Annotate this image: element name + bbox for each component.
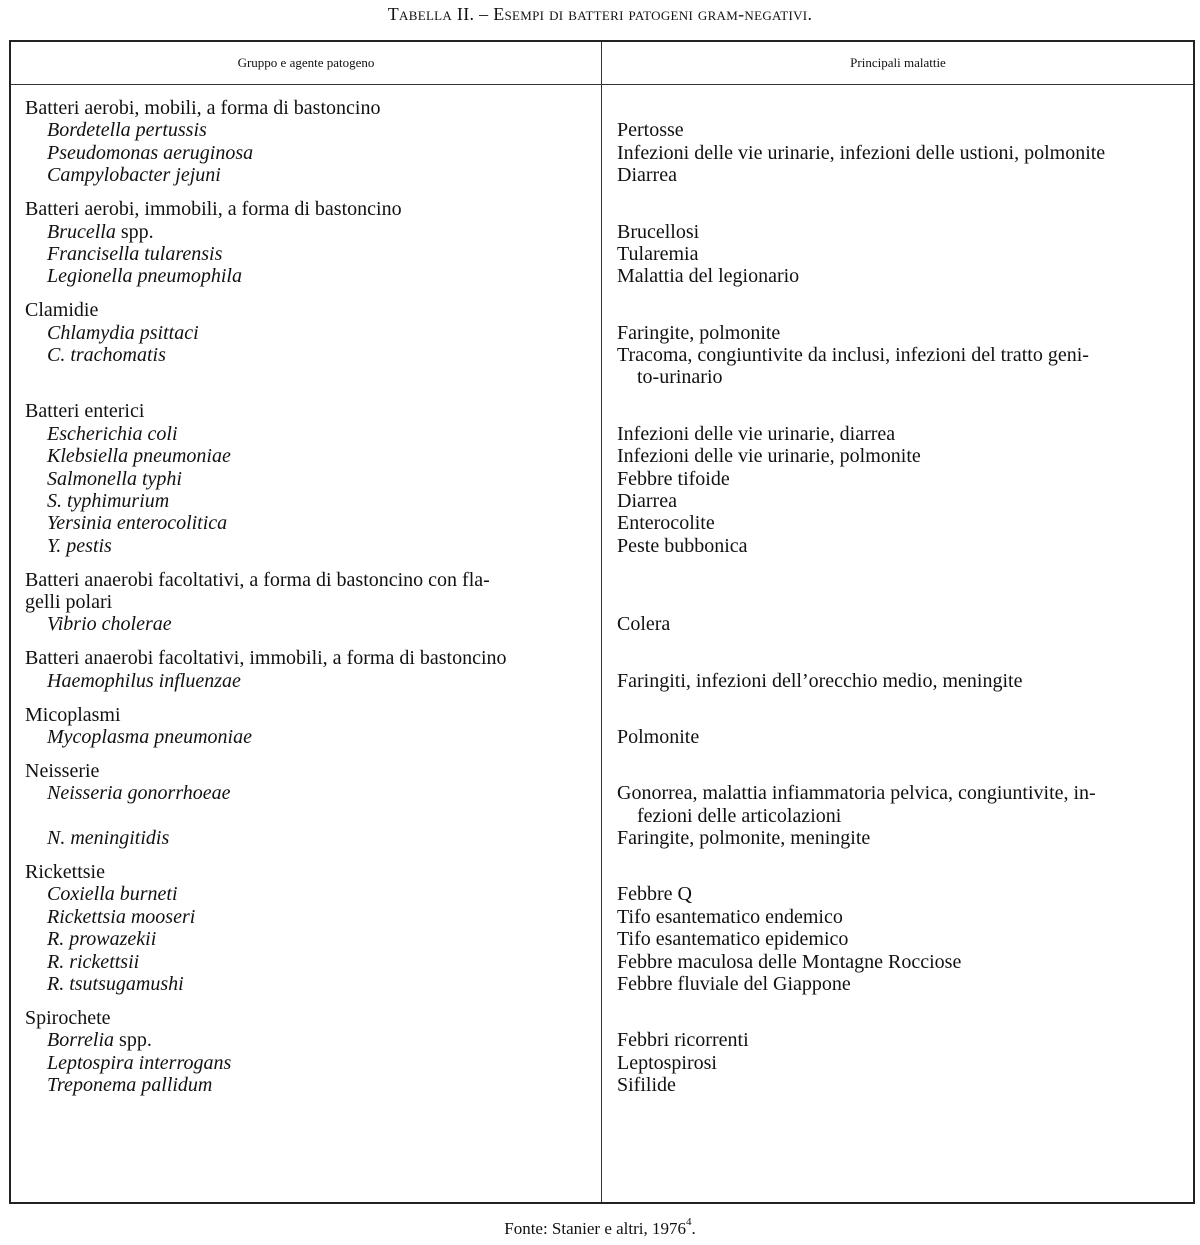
disease-cell <box>617 164 1187 186</box>
disease-text: Diarrea <box>617 489 677 512</box>
disease-text: Enterocolite <box>617 512 715 535</box>
disease-text: Tifo esantematico epidemico <box>617 928 849 951</box>
disease-cell <box>617 1074 1187 1096</box>
table-row <box>11 490 1193 512</box>
table-group <box>11 647 1193 692</box>
disease-text: Febbre Q <box>617 883 692 906</box>
caption-title: Esempi di batteri patogeni gram-negativi. <box>493 4 813 24</box>
disease-text: Peste bubbonica <box>617 534 748 557</box>
disease-text: Tracoma, congiuntivite da inclusi, infezioni del tratto geni- <box>617 344 1089 367</box>
disease-cell <box>617 322 1187 344</box>
pathogen-cell <box>47 221 592 243</box>
pathogen-name: Brucella <box>47 220 116 243</box>
table-row <box>11 782 1193 827</box>
pathogen-cell <box>47 322 592 344</box>
disease-text: Diarrea <box>617 164 677 187</box>
disease-cell <box>617 535 1187 557</box>
disease-cell <box>617 423 1187 445</box>
disease-text: Febbri ricorrenti <box>617 1029 749 1052</box>
header-main-diseases: Principali malattie <box>850 55 946 70</box>
pathogen-name: Francisella tularensis <box>47 242 223 265</box>
group-name: Micoplasmi <box>25 703 121 726</box>
group-name: Rickettsie <box>25 861 105 884</box>
caption-dash: – <box>474 4 494 24</box>
group-name: Batteri enterici <box>25 400 145 423</box>
pathogen-table <box>9 40 1195 1204</box>
disease-text: Tularemia <box>617 242 699 265</box>
disease-text: Colera <box>617 613 671 636</box>
disease-cell <box>617 973 1187 995</box>
disease-text: Febbre maculosa delle Montagne Rocciose <box>617 950 962 973</box>
pathogen-name: Neisseria gonorrhoeae <box>47 782 231 805</box>
pathogen-name: S. typhimurium <box>47 489 170 512</box>
disease-cell <box>617 670 1187 692</box>
pathogen-cell <box>47 782 592 804</box>
pathogen-cell <box>47 243 592 265</box>
pathogen-cell <box>47 164 592 186</box>
disease-cell <box>617 445 1187 467</box>
disease-text: Gonorrea, malattia infiammatoria pelvica, congiuntivite, in- <box>617 782 1096 805</box>
table-row <box>11 1074 1193 1096</box>
group-name: Neisserie <box>25 759 100 782</box>
table-row <box>11 928 1193 950</box>
table-row <box>11 883 1193 905</box>
pathogen-cell <box>47 344 592 366</box>
table-row <box>11 142 1193 164</box>
table-row <box>11 726 1193 748</box>
disease-text: to-urinario <box>637 366 723 389</box>
pathogen-name: N. meningitidis <box>47 827 170 850</box>
pathogen-cell <box>47 1052 592 1074</box>
pathogen-name: Coxiella burneti <box>47 883 178 906</box>
group-name: Clamidie <box>25 299 99 322</box>
disease-text: fezioni delle articolazioni <box>637 804 842 827</box>
disease-text: Faringiti, infezioni dell’orecchio medio, meningite <box>617 669 1023 692</box>
group-heading-row <box>11 299 1193 321</box>
disease-cell <box>617 726 1187 748</box>
pathogen-name: C. trachomatis <box>47 344 166 367</box>
disease-text: Brucellosi <box>617 220 700 243</box>
disease-text: Infezioni delle vie urinarie, diarrea <box>617 422 896 445</box>
pathogen-name: Treponema pallidum <box>47 1074 213 1097</box>
group-heading-row <box>11 591 1193 613</box>
header-pathogen-group: Gruppo e agente patogeno <box>237 55 375 70</box>
disease-text: Infezioni delle vie urinarie, infezioni delle ustioni, polmonite <box>617 141 1106 164</box>
table-row <box>11 322 1193 344</box>
pathogen-name: R. rickettsii <box>47 950 140 973</box>
header-rule <box>11 84 1193 85</box>
group-heading-row <box>11 400 1193 422</box>
group-name-continued: gelli polari <box>25 591 113 614</box>
table-group <box>11 198 1193 288</box>
pathogen-name: R. prowazekii <box>47 928 157 951</box>
group-heading-row <box>11 569 1193 591</box>
disease-text: Faringite, polmonite <box>617 321 781 344</box>
source-text: Fonte: Stanier e altri, 1976 <box>504 1219 687 1238</box>
pathogen-cell <box>47 883 592 905</box>
table-row <box>11 1052 1193 1074</box>
table-row <box>11 973 1193 995</box>
disease-cell <box>617 119 1187 141</box>
pathogen-cell <box>47 670 592 692</box>
disease-cell <box>617 490 1187 512</box>
disease-cell <box>617 142 1187 164</box>
disease-cell <box>617 344 1187 389</box>
pathogen-name: Y. pestis <box>47 534 112 557</box>
group-name: Batteri anaerobi facoltativi, a forma di bastoncino con fla- <box>25 568 490 591</box>
disease-text: Sifilide <box>617 1074 676 1097</box>
pathogen-cell <box>47 973 592 995</box>
group-heading-row <box>11 760 1193 782</box>
pathogen-name: Klebsiella pneumoniae <box>47 445 231 468</box>
pathogen-cell <box>47 906 592 928</box>
pathogen-cell <box>47 951 592 973</box>
group-name: Batteri aerobi, mobili, a forma di bastoncino <box>25 97 381 119</box>
table-row <box>11 344 1193 389</box>
disease-cell <box>617 468 1187 490</box>
table-row <box>11 265 1193 287</box>
pathogen-name: Chlamydia psittaci <box>47 321 199 344</box>
pathogen-cell <box>47 142 592 164</box>
disease-cell <box>617 613 1187 635</box>
disease-cell <box>617 1029 1187 1051</box>
pathogen-name: Borrelia <box>47 1029 115 1052</box>
pathogen-name: Campylobacter jejuni <box>47 164 221 187</box>
table-row <box>11 468 1193 490</box>
pathogen-name: Mycoplasma pneumoniae <box>47 726 252 749</box>
pathogen-cell <box>47 490 592 512</box>
pathogen-name: Salmonella typhi <box>47 467 182 490</box>
table-row <box>11 613 1193 635</box>
source-end: . <box>691 1219 696 1238</box>
disease-cell <box>617 1052 1187 1074</box>
group-name: Batteri anaerobi facoltativi, immobili, a forma di bastoncino <box>25 647 507 670</box>
disease-cell <box>617 782 1187 827</box>
caption-label: Tabella II. <box>387 4 475 24</box>
table-row <box>11 243 1193 265</box>
disease-cell <box>617 883 1187 905</box>
table-row <box>11 827 1193 849</box>
pathogen-cell <box>47 512 592 534</box>
disease-text: Faringite, polmonite, meningite <box>617 827 871 850</box>
disease-text: Febbre tifoide <box>617 467 730 490</box>
pathogen-cell <box>47 726 592 748</box>
pathogen-cell <box>47 423 592 445</box>
pathogen-name: Vibrio cholerae <box>47 613 172 636</box>
pathogen-cell <box>47 613 592 635</box>
group-name: Spirochete <box>25 1006 111 1029</box>
pathogen-cell <box>47 265 592 287</box>
pathogen-name: Yersinia enterocolitica <box>47 512 228 535</box>
group-heading-row <box>11 861 1193 883</box>
disease-text: Polmonite <box>617 726 700 749</box>
group-heading-row <box>11 647 1193 669</box>
disease-text: Leptospirosi <box>617 1051 717 1074</box>
table-group <box>11 299 1193 389</box>
pathogen-name: Rickettsia mooseri <box>47 905 196 928</box>
pathogen-name: Bordetella pertussis <box>47 119 207 142</box>
pathogen-cell <box>47 535 592 557</box>
disease-text: Pertosse <box>617 119 684 142</box>
table-row <box>11 119 1193 141</box>
pathogen-suffix: spp. <box>115 220 154 243</box>
pathogen-cell <box>47 1074 592 1096</box>
table-group <box>11 400 1193 557</box>
group-heading-row <box>11 1007 1193 1029</box>
disease-cell <box>617 951 1187 973</box>
table-row <box>11 670 1193 692</box>
table-group <box>11 861 1193 995</box>
table-row <box>11 221 1193 243</box>
disease-text: Malattia del legionario <box>617 265 800 288</box>
disease-cell <box>617 512 1187 534</box>
disease-text: Infezioni delle vie urinarie, polmonite <box>617 445 921 468</box>
table-row <box>11 423 1193 445</box>
table-group <box>11 1007 1193 1097</box>
pathogen-cell <box>47 468 592 490</box>
pathogen-name: R. tsutsugamushi <box>47 973 184 996</box>
disease-cell <box>617 221 1187 243</box>
table-row <box>11 164 1193 186</box>
table-row <box>11 1029 1193 1051</box>
group-name: Batteri aerobi, immobili, a forma di bastoncino <box>25 198 402 221</box>
source-note <box>0 1216 1200 1239</box>
group-heading-row <box>11 97 1193 119</box>
table-row <box>11 906 1193 928</box>
pathogen-suffix: spp. <box>114 1029 152 1052</box>
table-group <box>11 569 1193 636</box>
table-row <box>11 535 1193 557</box>
table-caption <box>0 4 1200 25</box>
group-heading-row <box>11 704 1193 726</box>
footnote-ref: 4 <box>686 1216 692 1228</box>
pathogen-cell <box>47 928 592 950</box>
pathogen-cell <box>47 1029 592 1051</box>
disease-cell <box>617 906 1187 928</box>
disease-cell <box>617 265 1187 287</box>
pathogen-cell <box>47 119 592 141</box>
pathogen-cell <box>47 827 592 849</box>
pathogen-name: Haemophilus influenzae <box>47 669 241 692</box>
pathogen-cell <box>47 445 592 467</box>
table-group <box>11 97 1193 187</box>
disease-cell <box>617 243 1187 265</box>
table-group <box>11 704 1193 749</box>
disease-text: Febbre fluviale del Giappone <box>617 973 851 996</box>
table-group <box>11 760 1193 850</box>
pathogen-name: Legionella pneumophila <box>47 265 242 288</box>
group-heading-row <box>11 198 1193 220</box>
pathogen-name: Pseudomonas aeruginosa <box>47 141 254 164</box>
pathogen-name: Leptospira interrogans <box>47 1051 232 1074</box>
disease-cell <box>617 928 1187 950</box>
table-body <box>11 97 1193 1108</box>
table-row <box>11 445 1193 467</box>
table-row <box>11 512 1193 534</box>
pathogen-name: Escherichia coli <box>47 422 178 445</box>
disease-cell <box>617 827 1187 849</box>
table-row <box>11 951 1193 973</box>
disease-text: Tifo esantematico endemico <box>617 905 843 928</box>
